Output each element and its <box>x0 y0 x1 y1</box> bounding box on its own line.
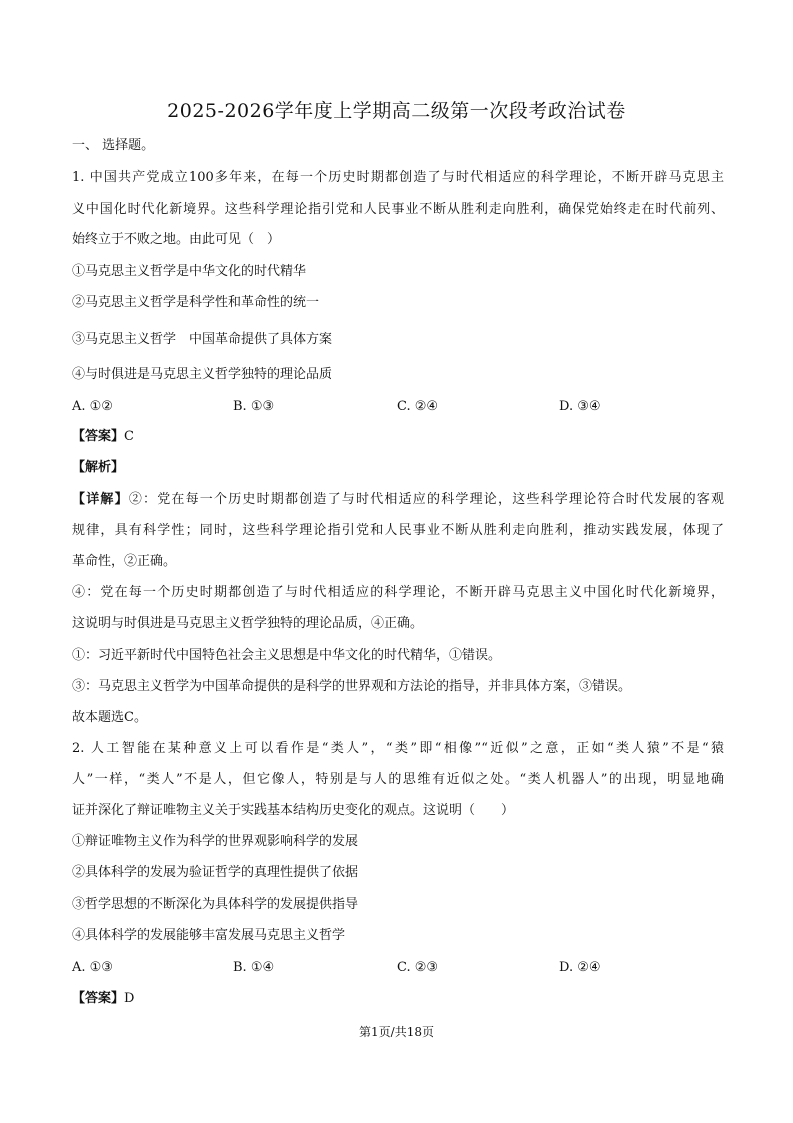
q1-detail-line-7: ③：马克思主义哲学为中国革命提供的是科学的世界观和方法论的指导，并非具体方案，③错误。 <box>72 679 632 694</box>
q2-option-d[interactable]: D. ②④ <box>559 960 601 975</box>
q1-item-4: ④与时俱进是马克思主义哲学独特的理论品质 <box>72 367 333 382</box>
page-footer: 第1页/共18页 <box>359 1025 434 1039</box>
q1-item-1: ①马克思主义哲学是中华文化的时代精华 <box>72 264 307 279</box>
q2-stem-line-2: 人”一样，“类人”不是人，但它像人，特别是与人的思维有近似之处。“类人机器人”的出现，明显地确 <box>72 772 724 787</box>
q1-detail-line-2: 规律，具有科学性；同时，这些科学理论指引党和人民事业不断从胜利走向胜利，推动实践发展，体现了 <box>72 523 724 538</box>
q1-detail-line-5: 这说明与时俱进是马克思主义哲学独特的理论品质，④正确。 <box>72 616 424 631</box>
q1-option-a[interactable]: A. ①② <box>72 399 113 414</box>
q2-option-b[interactable]: B. ①④ <box>233 960 275 975</box>
q2-item-2: ②具体科学的发展为验证哲学的真理性提供了依据 <box>72 865 359 880</box>
q2-stem-line-1: 2. 人工智能在某种意义上可以看作是“类人”，“类”即“相像”“近似”之意，正如“类人猿”不是“猿 <box>72 741 724 756</box>
q1-item-2: ②马克思主义哲学是科学性和革命性的统一 <box>72 295 320 310</box>
q2-answer <box>72 989 724 1009</box>
q1-detail-line-4: ④：党在每一个历史时期都创造了与时代相适应的科学理论，不断开辟马克思主义中国化时代化新境界， <box>72 585 724 600</box>
q1-analysis-tag: 【解析】 <box>72 460 125 475</box>
q2-option-a[interactable]: A. ①③ <box>72 960 113 975</box>
q1-stem-line-3: 始终立于不败之地。由此可见（ ） <box>72 232 281 247</box>
q1-option-b[interactable]: B. ①③ <box>233 399 275 414</box>
detail-tag: 【详解】 <box>72 492 129 507</box>
q2-item-1: ①辩证唯物主义作为科学的世界观影响科学的发展 <box>72 834 359 849</box>
q1-item-3: ③马克思主义哲学 中国革命提供了具体方案 <box>72 332 333 347</box>
answer-tag: 【答案】 <box>72 429 125 444</box>
q1-option-d[interactable]: D. ③④ <box>559 399 601 414</box>
q2-options <box>72 958 724 978</box>
q1-stem-line-2: 义中国化时代化新境界。这些科学理论指引党和人民事业不断从胜利走向胜利，确保党始终走在时代前列、 <box>72 202 724 217</box>
q2-option-c[interactable]: C. ②③ <box>397 960 439 975</box>
q1-options <box>72 397 724 417</box>
answer-tag: 【答案】 <box>72 991 125 1006</box>
answer-value: C <box>124 429 134 444</box>
q2-item-4: ④具体科学的发展能够丰富发展马克思主义哲学 <box>72 928 346 943</box>
answer-value: D <box>124 991 135 1006</box>
section-heading: 一、 选择题。 <box>72 138 155 153</box>
q2-item-3: ③哲学思想的不断深化为具体科学的发展提供指导 <box>72 897 359 912</box>
q1-stem-line-1: 1. 中国共产党成立100多年来，在每一个历史时期都创造了与时代相适应的科学理论，不断开辟马克思主 <box>72 170 724 185</box>
q1-answer <box>72 427 724 447</box>
q1-detail-line-8: 故本题选C。 <box>72 710 147 725</box>
q1-option-c[interactable]: C. ②④ <box>397 399 439 414</box>
q1-detail-line-6: ①：习近平新时代中国特色社会主义思想是中华文化的时代精华，①错误。 <box>72 648 502 663</box>
q1-detail-line-3: 革命性，②正确。 <box>72 554 177 569</box>
q1-detail-line-1: 【详解】②：党在每一个历史时期都创造了与时代相适应的科学理论，这些科学理论符合时代发展的客观 <box>72 492 724 507</box>
q2-stem-line-3: 证并深化了辩证唯物主义关于实践基本结构历史变化的观点。这说明（ ） <box>72 803 515 818</box>
exam-title: 2025-2026学年度上学期高二级第一次段考政治试卷 <box>167 100 626 122</box>
